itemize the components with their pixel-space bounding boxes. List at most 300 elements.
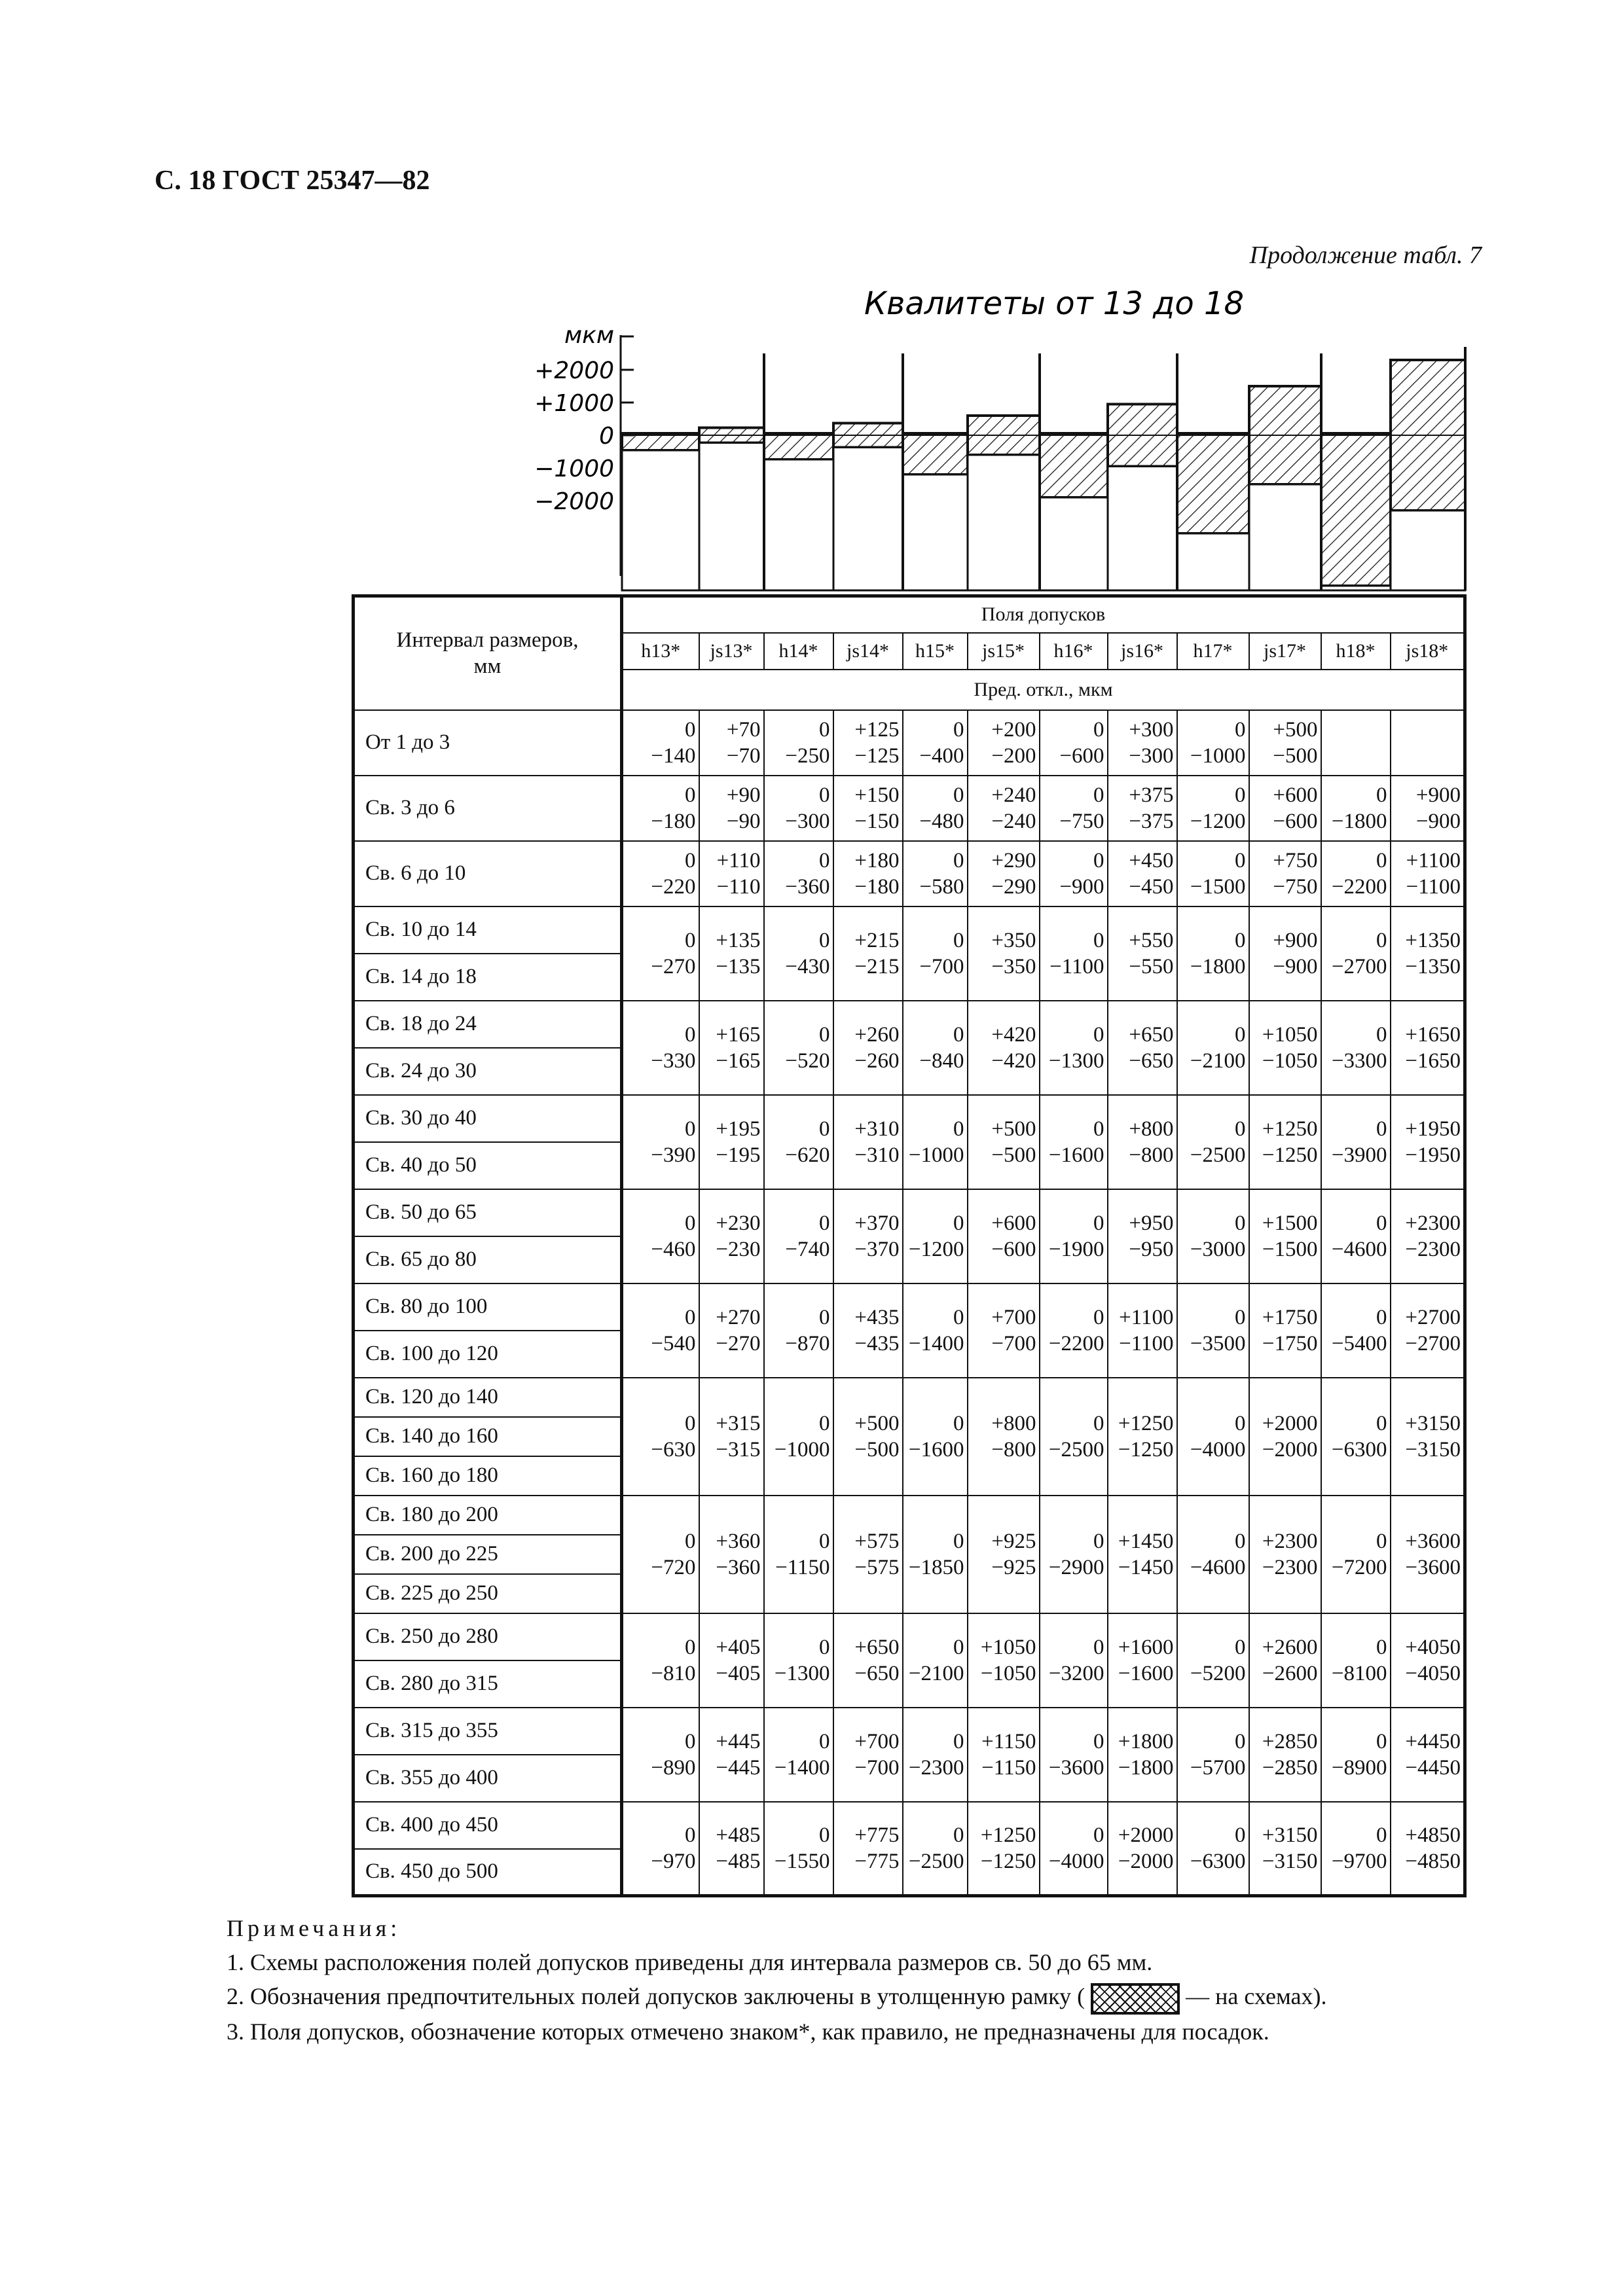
- interval-cell: Св. 140 до 160: [354, 1417, 622, 1456]
- deviation-cell: [622, 841, 699, 906]
- shaft-block: [622, 450, 699, 590]
- lower-deviation: −445: [716, 1755, 761, 1780]
- deviation-cell: [1391, 776, 1465, 841]
- tolerance-zone-js13*: [699, 428, 764, 443]
- deviation-cell: [968, 841, 1040, 906]
- upper-deviation: +1100: [1119, 1305, 1174, 1329]
- lower-deviation: −600: [1273, 809, 1318, 833]
- deviation-cell: [1249, 1802, 1321, 1896]
- lower-deviation: −4600: [1331, 1237, 1387, 1261]
- tolerance-zone-js15*: [968, 416, 1040, 455]
- deviation-cell: [1108, 1283, 1177, 1378]
- tolerance-zone-js18*: [1391, 360, 1465, 511]
- upper-deviation: +3150: [1405, 1411, 1461, 1435]
- deviation-cell: [903, 776, 968, 841]
- lower-deviation: −900: [1273, 954, 1318, 978]
- upper-deviation: +2700: [1405, 1305, 1461, 1329]
- upper-deviation: 0: [819, 928, 830, 952]
- lower-deviation: −5400: [1331, 1331, 1387, 1355]
- upper-deviation: 0: [953, 1117, 964, 1141]
- shaft-block: [833, 448, 903, 591]
- shaft-block: [1391, 511, 1465, 590]
- interval-cell: Св. 200 до 225: [354, 1535, 622, 1574]
- upper-deviation: +3600: [1405, 1529, 1461, 1553]
- shaft-block: [764, 459, 833, 590]
- tolerance-chart-svg: [511, 288, 1480, 596]
- upper-deviation: 0: [685, 1211, 696, 1235]
- deviation-cell: [968, 1708, 1040, 1802]
- deviation-cell: [968, 1283, 1040, 1378]
- upper-deviation: +290: [991, 848, 1036, 872]
- deviation-cell: [833, 776, 903, 841]
- deviation-cell: [833, 1001, 903, 1095]
- deviation-cell: [622, 1708, 699, 1802]
- upper-deviation: +260: [854, 1022, 900, 1047]
- lower-deviation: −1250: [1118, 1437, 1174, 1462]
- deviation-cell: [699, 1095, 764, 1189]
- deviation-cell: [1321, 1496, 1391, 1613]
- deviation-cell: [1108, 841, 1177, 906]
- deviation-cell: [1391, 1001, 1465, 1095]
- lower-deviation: −220: [651, 874, 696, 899]
- lower-deviation: −420: [991, 1049, 1036, 1073]
- lower-deviation: −1400: [908, 1331, 964, 1355]
- deviation-cell: [1249, 906, 1321, 1001]
- deviation-cell: [764, 1283, 833, 1378]
- upper-deviation: 0: [1093, 1305, 1104, 1329]
- lower-deviation: −1250: [1262, 1143, 1318, 1167]
- lower-deviation: −125: [854, 744, 900, 768]
- deviation-cell: [1321, 1708, 1391, 1802]
- deviation-cell: [764, 1001, 833, 1095]
- deviation-cell: [764, 710, 833, 776]
- deviation-cell: [764, 1189, 833, 1283]
- upper-deviation: 0: [953, 928, 964, 952]
- column-header: js14*: [833, 633, 903, 670]
- y-tick-label: −2000: [534, 488, 614, 515]
- upper-deviation: 0: [953, 848, 964, 872]
- lower-deviation: −270: [716, 1331, 761, 1355]
- upper-deviation: +900: [1415, 783, 1461, 807]
- upper-deviation: 0: [1235, 1211, 1246, 1235]
- deviation-cell: [903, 1283, 968, 1378]
- upper-deviation: 0: [685, 783, 696, 807]
- upper-deviation: +270: [716, 1305, 761, 1329]
- deviation-cell: [1040, 710, 1108, 776]
- table-row: [354, 1001, 1465, 1048]
- lower-deviation: −1000: [1190, 744, 1246, 768]
- deviation-cell: [1040, 1095, 1108, 1189]
- page-header: С. 18 ГОСТ 25347—82: [155, 166, 430, 196]
- upper-deviation: +1750: [1262, 1305, 1318, 1329]
- deviation-cell: [699, 906, 764, 1001]
- lower-deviation: −540: [651, 1331, 696, 1355]
- lower-deviation: −300: [1129, 744, 1174, 768]
- upper-deviation: +200: [991, 717, 1036, 742]
- upper-deviation: +70: [726, 717, 761, 742]
- table-row: [354, 1496, 1465, 1535]
- deviation-cell: [764, 906, 833, 1001]
- interval-cell: Св. 355 до 400: [354, 1755, 622, 1802]
- lower-deviation: −330: [651, 1049, 696, 1073]
- lower-deviation: −5200: [1190, 1661, 1246, 1685]
- lower-deviation: −700: [919, 954, 964, 978]
- upper-deviation: 0: [685, 1117, 696, 1141]
- note-2-text-a: 2. Обозначения предпочтительных полей допусков заключены в утолщенную рамку (: [227, 1983, 1085, 2009]
- deviation-cell: [1321, 841, 1391, 906]
- deviation-cell: [1040, 1496, 1108, 1613]
- upper-deviation: +315: [716, 1411, 761, 1435]
- deviation-cell: [1177, 1708, 1249, 1802]
- interval-cell: Св. 18 до 24: [354, 1001, 622, 1048]
- upper-deviation: 0: [1235, 1729, 1246, 1753]
- upper-deviation: 0: [1376, 1211, 1387, 1235]
- deviation-cell: [622, 1001, 699, 1095]
- lower-deviation: −620: [785, 1143, 830, 1167]
- upper-deviation: +2000: [1118, 1823, 1174, 1847]
- deviation-cell: [764, 1378, 833, 1496]
- deviation-cell: [1177, 841, 1249, 906]
- upper-deviation: +4050: [1405, 1635, 1461, 1659]
- lower-deviation: −580: [919, 874, 964, 899]
- lower-deviation: −1200: [1190, 809, 1246, 833]
- deviation-cell: [833, 1189, 903, 1283]
- upper-deviation: 0: [1093, 1117, 1104, 1141]
- lower-deviation: −4600: [1190, 1555, 1246, 1579]
- upper-deviation: 0: [1376, 1117, 1387, 1141]
- lower-deviation: −8900: [1331, 1755, 1387, 1780]
- deviation-cell: [1321, 1189, 1391, 1283]
- upper-deviation: +1450: [1118, 1529, 1174, 1553]
- deviation-cell: [699, 1378, 764, 1496]
- notes: [155, 1911, 1484, 2049]
- deviation-cell: [1040, 1613, 1108, 1708]
- deviation-cell: [833, 1708, 903, 1802]
- upper-deviation: +1050: [1262, 1022, 1318, 1047]
- upper-deviation: +2600: [1262, 1635, 1318, 1659]
- upper-deviation: 0: [1093, 1823, 1104, 1847]
- lower-deviation: −720: [651, 1555, 696, 1579]
- upper-deviation: +300: [1129, 717, 1174, 742]
- deviation-cell: [699, 710, 764, 776]
- lower-deviation: −1100: [1049, 954, 1104, 978]
- lower-deviation: −110: [716, 874, 761, 899]
- upper-deviation: +485: [716, 1823, 761, 1847]
- upper-deviation: 0: [685, 1823, 696, 1847]
- upper-deviation: 0: [1093, 783, 1104, 807]
- upper-deviation: +600: [991, 1211, 1036, 1235]
- column-header: h15*: [903, 633, 968, 670]
- deviation-cell: [1249, 1189, 1321, 1283]
- deviation-cell: [1249, 710, 1321, 776]
- lower-deviation: [1322, 743, 1387, 769]
- deviation-cell: [968, 906, 1040, 1001]
- upper-deviation: 0: [1235, 717, 1246, 742]
- upper-deviation: 0: [1093, 717, 1104, 742]
- lower-deviation: −520: [785, 1049, 830, 1073]
- lower-deviation: −550: [1129, 954, 1174, 978]
- lower-deviation: −1900: [1048, 1237, 1104, 1261]
- interval-cell: Св. 65 до 80: [354, 1236, 622, 1283]
- upper-deviation: 0: [953, 1635, 964, 1659]
- lower-deviation: −480: [919, 809, 964, 833]
- deviation-cell: [903, 1708, 968, 1802]
- upper-deviation: 0: [1235, 783, 1246, 807]
- lower-deviation: −450: [1129, 874, 1174, 899]
- lower-deviation: −650: [854, 1661, 900, 1685]
- lower-deviation: −165: [716, 1049, 761, 1073]
- lower-deviation: −1000: [908, 1143, 964, 1167]
- interval-cell: Св. 24 до 30: [354, 1048, 622, 1095]
- upper-deviation: +700: [991, 1305, 1036, 1329]
- interval-cell: Св. 40 до 50: [354, 1142, 622, 1189]
- interval-cell: Св. 100 до 120: [354, 1331, 622, 1378]
- deviation-cell: [903, 1496, 968, 1613]
- deviation-cell: [968, 710, 1040, 776]
- lower-deviation: −1500: [1262, 1237, 1318, 1261]
- upper-deviation: 0: [685, 1635, 696, 1659]
- deviation-cell: [622, 1496, 699, 1613]
- preferred-frame-symbol: [1091, 1983, 1180, 2015]
- tolerance-zone-h13*: [622, 433, 699, 450]
- deviation-cell: [1177, 1496, 1249, 1613]
- deviation-cell: [903, 1095, 968, 1189]
- lower-deviation: −240: [991, 809, 1036, 833]
- upper-deviation: 0: [953, 1411, 964, 1435]
- lower-deviation: −2000: [1118, 1849, 1174, 1873]
- deviation-cell: [1249, 1708, 1321, 1802]
- deviation-cell: [699, 1613, 764, 1708]
- shaft-block: [1321, 586, 1391, 590]
- upper-deviation: +1350: [1405, 928, 1461, 952]
- note-2-text-b: — на схемах).: [1186, 1983, 1327, 2009]
- lower-deviation: −180: [854, 874, 900, 899]
- upper-deviation: 0: [953, 717, 964, 742]
- column-header: h14*: [764, 633, 833, 670]
- lower-deviation: −360: [785, 874, 830, 899]
- lower-deviation: −1600: [908, 1437, 964, 1462]
- deviation-cell: [1321, 906, 1391, 1001]
- deviation-cell: [764, 1802, 833, 1896]
- upper-deviation: 0: [953, 783, 964, 807]
- upper-deviation: +2000: [1262, 1411, 1318, 1435]
- lower-deviation: −485: [716, 1849, 761, 1873]
- deviation-cell: [1391, 1496, 1465, 1613]
- upper-deviation: +135: [716, 928, 761, 952]
- deviation-cell: [1321, 1095, 1391, 1189]
- upper-deviation: 0: [819, 1211, 830, 1235]
- lower-deviation: −1600: [1118, 1661, 1174, 1685]
- interval-cell: Св. 50 до 65: [354, 1189, 622, 1236]
- upper-deviation: +1250: [980, 1823, 1036, 1847]
- upper-deviation: +900: [1273, 928, 1318, 952]
- upper-deviation: 0: [819, 1411, 830, 1435]
- upper-deviation: 0: [1235, 1823, 1246, 1847]
- upper-deviation: +925: [991, 1529, 1036, 1553]
- table-row: [354, 1189, 1465, 1236]
- lower-deviation: −3500: [1190, 1331, 1246, 1355]
- lower-deviation: −7200: [1331, 1555, 1387, 1579]
- lower-deviation: −250: [785, 744, 830, 768]
- deviation-cell: [968, 1613, 1040, 1708]
- upper-deviation: +435: [854, 1305, 900, 1329]
- upper-deviation: 0: [1093, 1729, 1104, 1753]
- deviation-cell: [622, 776, 699, 841]
- y-tick-label: +1000: [534, 390, 614, 417]
- lower-deviation: −2200: [1331, 874, 1387, 899]
- upper-deviation: +195: [716, 1117, 761, 1141]
- lower-deviation: −800: [1129, 1143, 1174, 1167]
- upper-deviation: 0: [1376, 1305, 1387, 1329]
- lower-deviation: −950: [1129, 1237, 1174, 1261]
- lower-deviation: −810: [651, 1661, 696, 1685]
- upper-deviation: 0: [1093, 1022, 1104, 1047]
- deviation-cell: [903, 710, 968, 776]
- deviation-cell: [968, 776, 1040, 841]
- table-row: [354, 1378, 1465, 1417]
- upper-deviation: +1150: [981, 1729, 1036, 1753]
- upper-deviation: 0: [1235, 1117, 1246, 1141]
- lower-deviation: −2900: [1048, 1555, 1104, 1579]
- lower-deviation: −1300: [1048, 1049, 1104, 1073]
- shaft-block: [1249, 484, 1321, 590]
- upper-deviation: 0: [1093, 1211, 1104, 1235]
- bars: [621, 347, 1465, 590]
- interval-cell: Св. 3 до 6: [354, 776, 622, 841]
- lower-deviation: −300: [785, 809, 830, 833]
- notes-heading: Примечания:: [227, 1915, 401, 1941]
- deviation-cell: [622, 1802, 699, 1896]
- chart-title: Квалитеты от 13 до 18: [864, 288, 1245, 322]
- lower-deviation: −2500: [1048, 1437, 1104, 1462]
- upper-deviation: 0: [1376, 1411, 1387, 1435]
- upper-deviation: 0: [1376, 848, 1387, 872]
- column-header: js15*: [968, 633, 1040, 670]
- lower-deviation: −1100: [1119, 1331, 1174, 1355]
- tolerance-zone-h17*: [1177, 433, 1249, 533]
- lower-deviation: −630: [651, 1437, 696, 1462]
- table-row: [354, 1708, 1465, 1755]
- upper-deviation: +550: [1129, 928, 1174, 952]
- deviation-cell: [1177, 1378, 1249, 1496]
- upper-deviation: 0: [1235, 848, 1246, 872]
- deviation-cell: [968, 1378, 1040, 1496]
- lower-deviation: −900: [1059, 874, 1104, 899]
- lower-deviation: −4450: [1405, 1755, 1461, 1780]
- upper-deviation: +370: [854, 1211, 900, 1235]
- upper-deviation: +500: [991, 1117, 1036, 1141]
- upper-deviation: +1800: [1118, 1729, 1174, 1753]
- lower-deviation: −375: [1129, 809, 1174, 833]
- deviation-cell: [1108, 710, 1177, 776]
- deviation-cell: [1321, 1802, 1391, 1896]
- deviation-cell: [699, 1189, 764, 1283]
- tolerance-zone-h15*: [903, 433, 968, 475]
- lower-deviation: −600: [991, 1237, 1036, 1261]
- lower-deviation: −740: [785, 1237, 830, 1261]
- shaft-block: [1108, 467, 1177, 591]
- upper-deviation: 0: [953, 1305, 964, 1329]
- table-row: [354, 1095, 1465, 1142]
- deviation-cell: [968, 1189, 1040, 1283]
- lower-deviation: −575: [854, 1555, 900, 1579]
- deviation-cell: [1108, 776, 1177, 841]
- deviation-cell: [968, 1802, 1040, 1896]
- lower-deviation: −1000: [774, 1437, 830, 1462]
- table-row: [354, 906, 1465, 954]
- table-row: [354, 776, 1465, 841]
- upper-deviation: +950: [1129, 1211, 1174, 1235]
- lower-deviation: −500: [854, 1437, 900, 1462]
- upper-deviation: 0: [819, 783, 830, 807]
- tolerance-chart: [511, 288, 1480, 596]
- tolerance-zone-h16*: [1040, 433, 1108, 497]
- upper-deviation: +165: [716, 1022, 761, 1047]
- deviation-cell: [1321, 776, 1391, 841]
- deviation-cell: [833, 841, 903, 906]
- column-header: js18*: [1391, 633, 1465, 670]
- lower-deviation: −1800: [1331, 809, 1387, 833]
- upper-deviation: +375: [1129, 783, 1174, 807]
- lower-deviation: −4050: [1405, 1661, 1461, 1685]
- fields-header: Поля допусков: [622, 596, 1465, 633]
- lower-deviation: −290: [991, 874, 1036, 899]
- deviation-cell: [1391, 1613, 1465, 1708]
- deviation-cell: [1391, 1189, 1465, 1283]
- lower-deviation: −1300: [774, 1661, 830, 1685]
- upper-deviation: +4450: [1405, 1729, 1461, 1753]
- deviation-cell: [1177, 1001, 1249, 1095]
- deviation-cell: [1108, 1708, 1177, 1802]
- lower-deviation: −1150: [981, 1755, 1036, 1780]
- deviation-cell: [764, 1496, 833, 1613]
- deviation-cell: [1108, 1496, 1177, 1613]
- upper-deviation: 0: [953, 1529, 964, 1553]
- lower-deviation: −1350: [1405, 954, 1461, 978]
- deviation-cell: [1391, 1708, 1465, 1802]
- y-tick-label: 0: [599, 423, 614, 450]
- lower-deviation: −1050: [980, 1661, 1036, 1685]
- lower-deviation: −4000: [1048, 1849, 1104, 1873]
- upper-deviation: 0: [819, 1823, 830, 1847]
- column-header: js16*: [1108, 633, 1177, 670]
- tolerance-zone-h14*: [764, 433, 833, 459]
- lower-deviation: −70: [726, 744, 761, 768]
- deviation-cell: [764, 1613, 833, 1708]
- upper-deviation: 0: [1376, 783, 1387, 807]
- interval-cell: Св. 250 до 280: [354, 1613, 622, 1660]
- lower-deviation: −6300: [1190, 1849, 1246, 1873]
- lower-deviation: −405: [716, 1661, 761, 1685]
- deviation-cell: [622, 1613, 699, 1708]
- upper-deviation: 0: [1235, 928, 1246, 952]
- deviation-cell: [1249, 1283, 1321, 1378]
- lower-deviation: −600: [1059, 744, 1104, 768]
- lower-deviation: −870: [785, 1331, 830, 1355]
- lower-deviation: −500: [991, 1143, 1036, 1167]
- lower-deviation: −310: [854, 1143, 900, 1167]
- deviation-cell: [833, 1283, 903, 1378]
- deviation-cell: [1177, 906, 1249, 1001]
- deviation-cell: [1249, 776, 1321, 841]
- shaft-block: [968, 455, 1040, 590]
- deviation-cell: [1391, 1095, 1465, 1189]
- upper-deviation: +2850: [1262, 1729, 1318, 1753]
- upper-deviation: 0: [685, 1022, 696, 1047]
- interval-cell: Св. 225 до 250: [354, 1574, 622, 1613]
- upper-deviation: 0: [819, 1529, 830, 1553]
- interval-cell: Св. 180 до 200: [354, 1496, 622, 1535]
